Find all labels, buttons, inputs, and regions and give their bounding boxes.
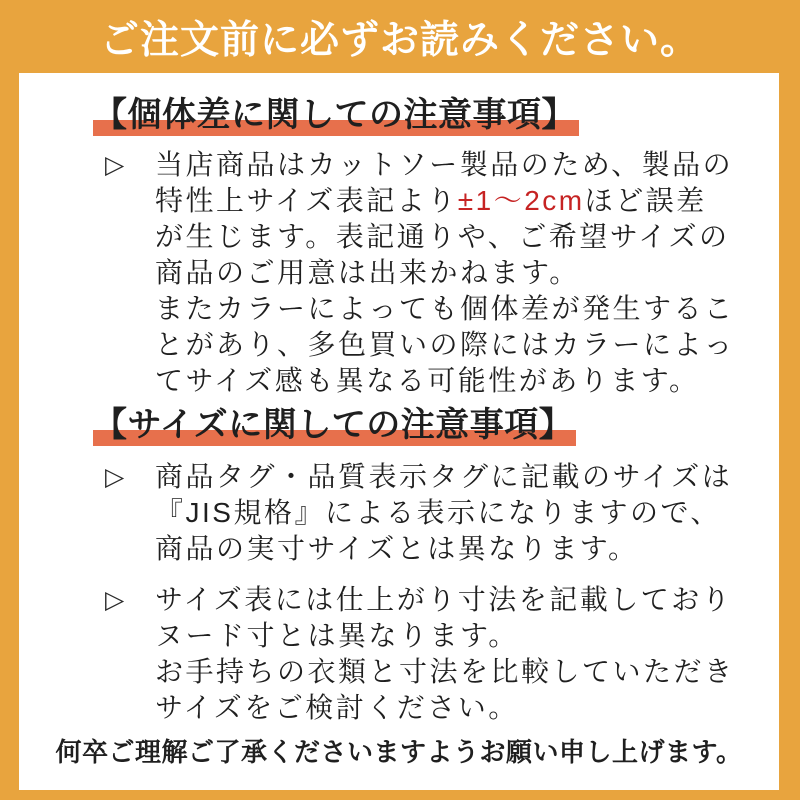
text-line: 商品の実寸サイズとは異なります。: [155, 533, 639, 564]
triangle-bullet-icon: ▷: [105, 463, 125, 491]
section-heading-individual-differences: [93, 87, 579, 136]
text-line: またカラーによっても個体差が発生するこ: [155, 293, 735, 324]
bullet-text: [155, 147, 735, 399]
bullet-item-individual-differences: [105, 147, 735, 399]
content-panel: [19, 73, 779, 790]
triangle-bullet-icon: ▷: [105, 151, 125, 179]
text-line: サイズをご検討ください。: [155, 692, 519, 723]
bullet-text: [155, 582, 735, 726]
text-line: [155, 183, 735, 219]
heading-highlight: 【個体差に関しての注意事項】: [93, 96, 579, 136]
text-segment: 特性上サイズ表記より: [155, 185, 458, 216]
top-banner: [0, 0, 800, 73]
text-line: サイズ表には仕上がり寸法を記載しており: [155, 584, 733, 615]
text-line: 『JIS規格』による表示になりますので、: [155, 497, 721, 528]
section-heading-size: [93, 397, 576, 446]
heading-highlight: 【サイズに関しての注意事項】: [93, 406, 576, 446]
emphasis-red-text: ±1〜2cm: [457, 185, 585, 216]
page-title: ご注文前に必ずお読みください。: [99, 18, 700, 62]
bullet-item-size-chart: [105, 582, 735, 726]
text-line: とがあり、多色買いの際にはカラーによっ: [155, 329, 735, 360]
text-line: お手持ちの衣類と寸法を比較していただき: [155, 656, 735, 687]
text-line: 商品のご用意は出来かねます。: [155, 257, 580, 288]
text-line: 当店商品はカットソー製品のため、製品の: [155, 149, 734, 180]
footer-note: 何卒ご理解ご了承くださいますようお願い申し上げます。: [55, 737, 743, 767]
text-segment: ほど誤差: [584, 185, 707, 216]
text-line: 商品タグ・品質表示タグに記載のサイズは: [155, 461, 733, 492]
text-line: が生じます。表記通りや、ご希望サイズの: [155, 221, 730, 252]
triangle-bullet-icon: ▷: [105, 586, 125, 614]
text-line: ヌード寸とは異なります。: [155, 620, 519, 651]
bullet-item-size-tag: [105, 459, 732, 567]
text-line: てサイズ感も異なる可能性があります。: [155, 365, 700, 396]
bullet-text: [155, 459, 732, 567]
